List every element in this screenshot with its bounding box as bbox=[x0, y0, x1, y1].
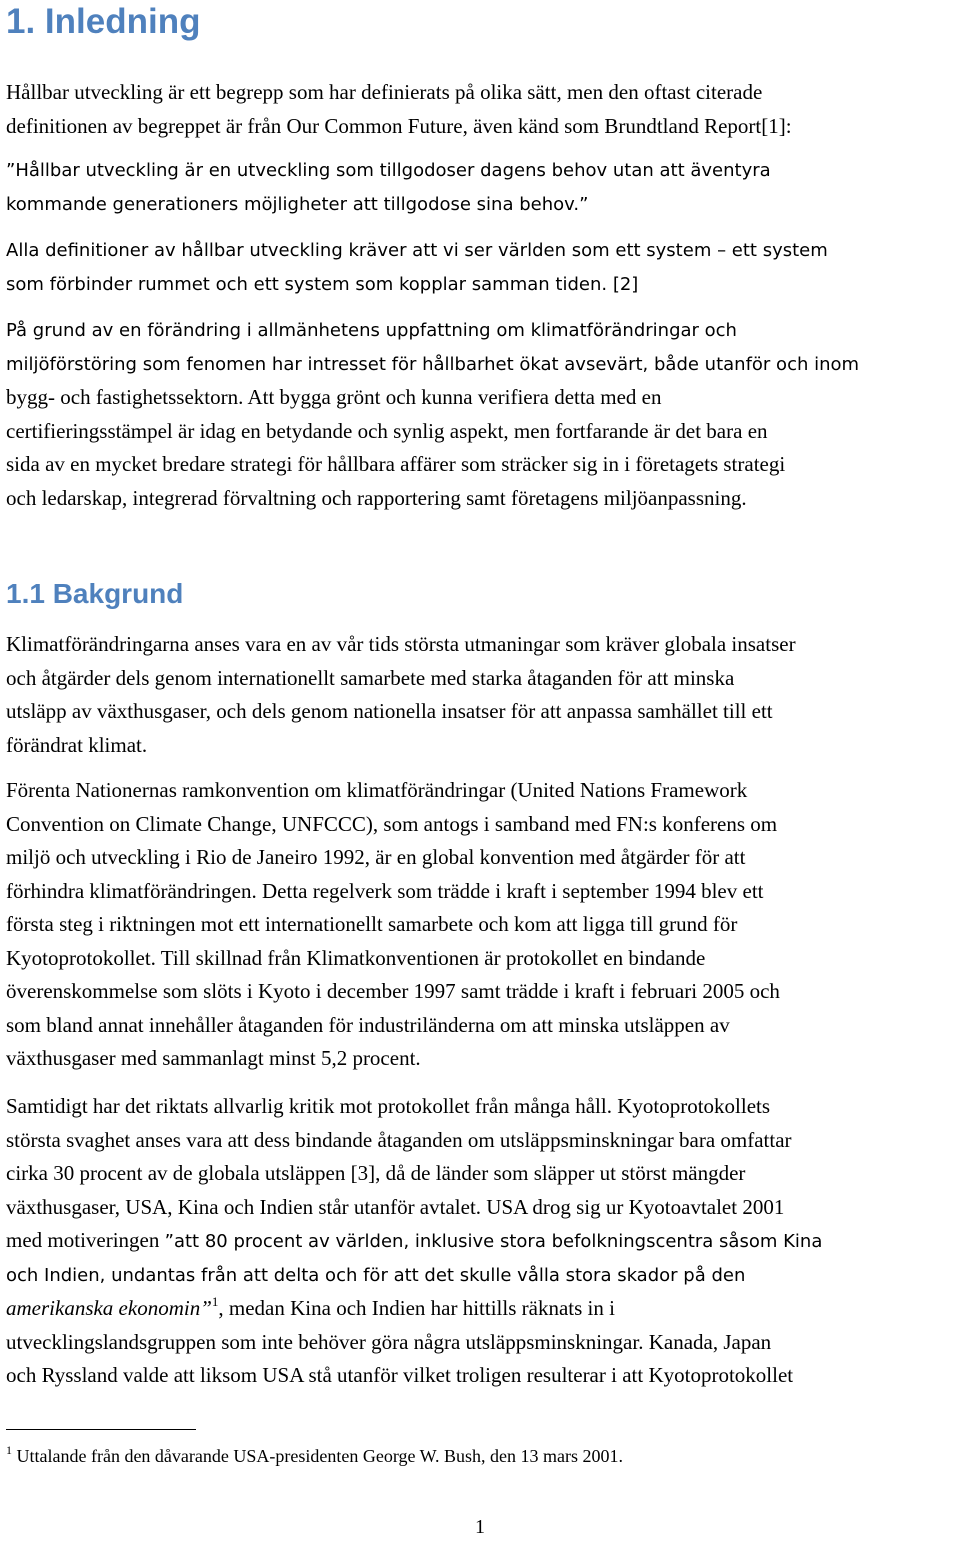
criticism-paragraph bbox=[6, 1090, 958, 1393]
text-line: överenskommelse som slöts i Kyoto i december 1997 samt trädde i kraft i februari 2005 och bbox=[6, 979, 780, 1003]
text-line: förhindra klimatförändringen. Detta regelverk som trädde i kraft i september 1994 blev ett bbox=[6, 878, 764, 903]
text-line: första steg i riktningen mot ett internationellt samarbete och kom att ligga till grund för bbox=[6, 912, 738, 936]
text-line: definitionen av begreppet är från Our Common Future, även känd som Brundtland Report[1]: bbox=[6, 113, 792, 138]
text-line: största svaghet anses vara att dess bindande åtaganden om utsläppsminskningar bara omfattar bbox=[6, 1127, 792, 1152]
text-line bbox=[6, 1292, 958, 1326]
text-line: och Ryssland valde att liksom USA stå utanför vilket troligen resulterar i att Kyotoprotokollet bbox=[6, 1363, 794, 1387]
text-line: förändrat klimat. bbox=[6, 732, 148, 757]
text-line: och Indien, undantas från att delta och för att det skulle vålla stora skador på den bbox=[6, 1264, 746, 1286]
quote-line: kommande generationers möjligheter att tillgodose sina behov.” bbox=[6, 193, 589, 215]
bush-quote-span: ”att 80 procent av världen, inklusive stora befolkningscentra såsom Kina bbox=[164, 1231, 823, 1252]
text-line: Samtidigt har det riktats allvarlig kritik mot protokollet från många håll. Kyotoprotokollets bbox=[6, 1094, 771, 1118]
text-line bbox=[6, 1224, 958, 1259]
footnote-number: 1 bbox=[6, 1443, 12, 1457]
text-line: som bland annat innehåller åtaganden för industriländerna om att minska utsläppen av bbox=[6, 1012, 730, 1037]
text-line: På grund av en förändring i allmänhetens uppfattning om klimatförändringar och bbox=[6, 320, 737, 341]
page-number: 1 bbox=[475, 1516, 485, 1538]
systems-paragraph bbox=[6, 234, 958, 301]
text-line: bygg- och fastighetssektorn. Att bygga grönt och kunna verifiera detta med en bbox=[6, 385, 662, 409]
italic-span: amerikanska ekonomin” bbox=[6, 1296, 212, 1320]
definition-quote bbox=[6, 154, 958, 221]
text-line: som förbinder rummet och ett system som kopplar samman tiden. [2] bbox=[6, 273, 639, 295]
text-line: och åtgärder dels genom internationellt samarbete med starka åtaganden för att minska bbox=[6, 665, 735, 690]
text-line: miljö och utveckling i Rio de Janeiro 1992, är en global konvention med åtgärder för att bbox=[6, 845, 746, 869]
text-line: sida av en mycket bredare strategi för hållbara affärer som sträcker sig in i företagets strategi bbox=[6, 452, 786, 476]
unfccc-paragraph bbox=[6, 774, 958, 1076]
text-line: Convention on Climate Change, UNFCCC), som antogs i samband med FN:s konferens om bbox=[6, 811, 778, 836]
text-line: utvecklingslandsgruppen som inte behöver göra några utsläppsminskningar. Kanada, Japan bbox=[6, 1329, 772, 1354]
text-line: växthusgaser med sammanlagt minst 5,2 procent. bbox=[6, 1046, 421, 1070]
text-line: Kyotoprotokollet. Till skillnad från Klimatkonventionen är protokollet en bindande bbox=[6, 945, 706, 970]
section-heading: 1. Inledning bbox=[6, 2, 201, 41]
subsection-heading: 1.1 Bakgrund bbox=[6, 578, 184, 609]
text-line: Förenta Nationernas ramkonvention om klimatförändringar (United Nations Framework bbox=[6, 778, 748, 802]
climate-challenge-paragraph bbox=[6, 628, 958, 762]
text-span: med motiveringen bbox=[6, 1228, 165, 1252]
text-line: växthusgaser, USA, Kina och Indien står utanför avtalet. USA drog sig ur Kyotoavtalet 2001 bbox=[6, 1194, 785, 1219]
text-line: och ledarskap, integrerad förvaltning och rapportering samt företagens miljöanpassning. bbox=[6, 485, 747, 510]
text-line: certifieringsstämpel är idag en betydande och synlig aspekt, men fortfarande är det bara en bbox=[6, 418, 768, 443]
footnote bbox=[6, 1442, 623, 1470]
footnote-divider bbox=[6, 1429, 196, 1430]
text-line: Hållbar utveckling är ett begrepp som har definierats på olika sätt, men den oftast citerade bbox=[6, 80, 763, 104]
text-line: miljöförstöring som fenomen har intresset för hållbarhet ökat avsevärt, både utanför och inom bbox=[6, 353, 860, 375]
text-line: utsläpp av växthusgaser, och dels genom nationella insatser för att anpassa samhället till ett bbox=[6, 699, 773, 723]
text-line: Klimatförändringarna anses vara en av vår tids största utmaningar som kräver globala insatser bbox=[6, 632, 796, 656]
sustainability-interest-paragraph bbox=[6, 314, 958, 515]
intro-paragraph bbox=[6, 76, 958, 143]
footnote-reference[interactable]: 1 bbox=[211, 1294, 219, 1309]
quote-line: ”Hållbar utveckling är en utveckling som tillgodoser dagens behov utan att äventyra bbox=[6, 160, 771, 181]
footnote-text: Uttalande från den dåvarande USA-presidenten George W. Bush, den 13 mars 2001. bbox=[12, 1446, 624, 1466]
text-span: , medan Kina och Indien har hittills räknats in i bbox=[218, 1296, 615, 1320]
text-line: Alla definitioner av hållbar utveckling kräver att vi ser världen som ett system – ett system bbox=[6, 240, 828, 261]
text-line: cirka 30 procent av de globala utsläppen [3], då de länder som släpper ut störst mängder bbox=[6, 1161, 746, 1185]
